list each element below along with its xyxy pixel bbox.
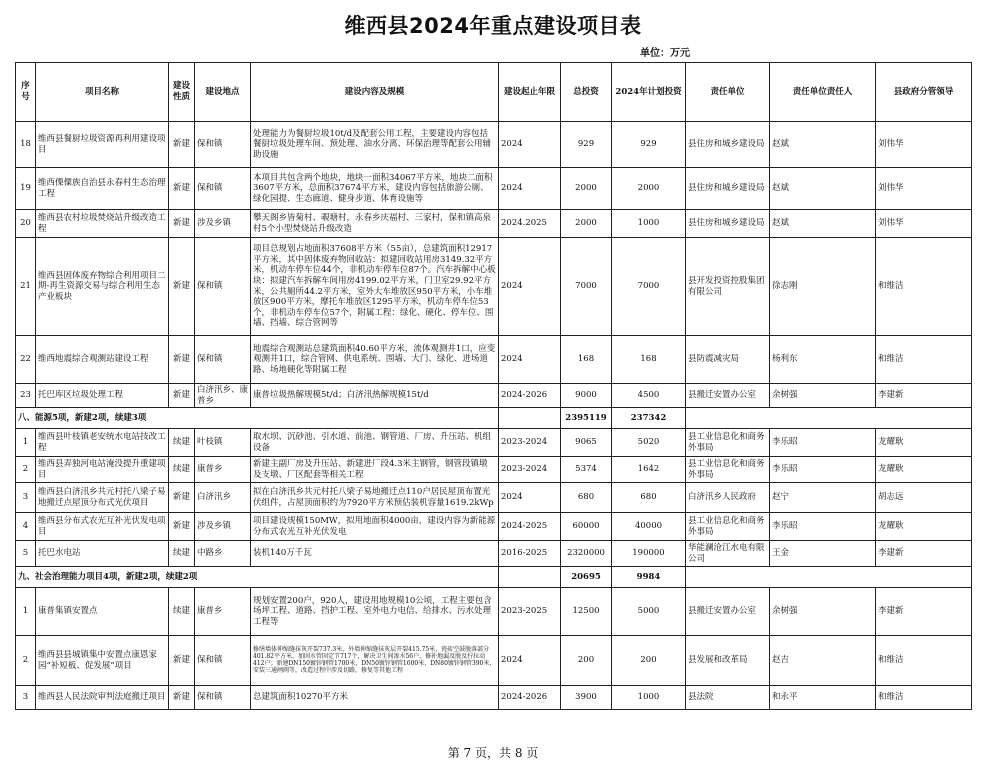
cell-place: 保和镇 (195, 336, 251, 384)
header-cell: 县政府分管领导 (876, 63, 972, 122)
cell-nature: 新建 (169, 636, 195, 686)
cell-leader: 龙耀耿 (876, 513, 972, 541)
cell-total: 5374 (561, 457, 612, 483)
cell-content: 总建筑面积10270平方米 (251, 686, 499, 710)
cell-no: 18 (16, 122, 36, 168)
cell-place: 康普乡 (195, 588, 251, 636)
cell-plan: 5000 (612, 588, 686, 636)
header-cell: 序号 (16, 63, 36, 122)
cell-no: 2 (16, 457, 36, 483)
cell-place: 保和镇 (195, 636, 251, 686)
cell-nature: 新建 (169, 210, 195, 238)
cell-years: 2024-2026 (499, 384, 561, 408)
cell-place: 白济汛乡 (195, 483, 251, 513)
cell-content: 本项目共包含两个地块，地块一面积34067平方米，地块二面积3607平方米，总面积37674平方米，建设内容包括旅游公厕、绿化园提、生态廊道、健身步道、体育设施等 (251, 168, 499, 210)
cell-place: 保和镇 (195, 238, 251, 336)
cell-years: 2024.2025 (499, 210, 561, 238)
cell-plan: 4500 (612, 384, 686, 408)
cell-unit: 县防震减灾局 (686, 336, 770, 384)
cell-nature: 新建 (169, 336, 195, 384)
cell-person: 赵斌 (770, 210, 876, 238)
cell-nature: 新建 (169, 168, 195, 210)
cell-no: 3 (16, 483, 36, 513)
cell-years: 2016-2025 (499, 541, 561, 567)
table-row (16, 210, 972, 238)
section-plan: 9984 (612, 567, 686, 588)
table-row (16, 513, 972, 541)
cell-leader: 刘伟华 (876, 210, 972, 238)
table-body (16, 122, 972, 710)
cell-total: 7000 (561, 238, 612, 336)
table-row (16, 483, 972, 513)
cell-person: 余树强 (770, 384, 876, 408)
cell-person: 赵吉 (770, 636, 876, 686)
cell-unit: 县法院 (686, 686, 770, 710)
cell-nature: 新建 (169, 513, 195, 541)
cell-unit: 县发展和改革局 (686, 636, 770, 686)
cell-unit: 县搬迁安置办公室 (686, 588, 770, 636)
cell-years: 2024 (499, 636, 561, 686)
cell-no: 19 (16, 168, 36, 210)
cell-no: 20 (16, 210, 36, 238)
cell-plan: 5020 (612, 429, 686, 457)
cell-years: 2024 (499, 122, 561, 168)
table-row (16, 588, 972, 636)
section-plan: 237342 (612, 408, 686, 429)
cell-nature: 续建 (169, 457, 195, 483)
section-blank (686, 567, 972, 588)
section-total: 20695 (561, 567, 612, 588)
header-cell: 建设内容及规模 (251, 63, 499, 122)
cell-total: 2000 (561, 210, 612, 238)
table-row (16, 336, 972, 384)
cell-unit: 白济汛乡人民政府 (686, 483, 770, 513)
table-row (16, 541, 972, 567)
header-cell: 建设性质 (169, 63, 195, 122)
cell-person: 赵斌 (770, 168, 876, 210)
project-table (15, 62, 972, 710)
cell-total: 200 (561, 636, 612, 686)
cell-years: 2024 (499, 483, 561, 513)
cell-place: 保和镇 (195, 168, 251, 210)
header-cell: 总投资 (561, 63, 612, 122)
cell-no: 21 (16, 238, 36, 336)
cell-no: 3 (16, 686, 36, 710)
table-row (16, 122, 972, 168)
cell-leader: 和维洁 (876, 686, 972, 710)
section-total: 2395119 (561, 408, 612, 429)
cell-leader: 龙耀耿 (876, 429, 972, 457)
cell-unit: 县工业信息化和商务外事局 (686, 513, 770, 541)
cell-person: 杨利东 (770, 336, 876, 384)
cell-place: 白济汛乡、康普乡 (195, 384, 251, 408)
cell-unit: 县工业信息化和商务外事局 (686, 457, 770, 483)
cell-plan: 680 (612, 483, 686, 513)
cell-no: 4 (16, 513, 36, 541)
cell-years: 2024 (499, 168, 561, 210)
cell-place: 叶枝镇 (195, 429, 251, 457)
cell-plan: 2000 (612, 168, 686, 210)
cell-content: 装机140万千瓦 (251, 541, 499, 567)
table-header-row (16, 63, 972, 122)
cell-name: 维西地震综合观测站建设工程 (36, 336, 169, 384)
cell-nature: 新建 (169, 238, 195, 336)
cell-leader: 李建新 (876, 384, 972, 408)
cell-total: 9065 (561, 429, 612, 457)
cell-nature: 新建 (169, 122, 195, 168)
cell-name: 维西县县城镇集中安置点康恩家园“补短板、促发展”项目 (36, 636, 169, 686)
cell-place: 康普乡 (195, 457, 251, 483)
cell-name: 维西县固体废弃物综合利用项目二期-再生资源交易与综合利用生态产业板块 (36, 238, 169, 336)
table-row (16, 238, 972, 336)
section-row (16, 567, 972, 588)
cell-unit: 华能澜沧江水电有限公司 (686, 541, 770, 567)
cell-years: 2023-2024 (499, 429, 561, 457)
cell-nature: 新建 (169, 483, 195, 513)
cell-place: 保和镇 (195, 686, 251, 710)
cell-unit: 县开发投资控股集团有限公司 (686, 238, 770, 336)
header-cell: 2024年计划投资 (612, 63, 686, 122)
cell-plan: 190000 (612, 541, 686, 567)
table-row (16, 636, 972, 686)
page-footer: 第 7 页，共 8 页 (447, 746, 539, 760)
cell-name: 维西县叶枝镇老安统水电站技改工程 (36, 429, 169, 457)
cell-person: 李乐昭 (770, 429, 876, 457)
cell-person: 赵宁 (770, 483, 876, 513)
cell-plan: 1642 (612, 457, 686, 483)
cell-content: 规划安置200户，920人，建设用地规模10公顷，工程主要包含场坪工程、道路、挡护工程、室外电力电信、给排水、污水处理工程等 (251, 588, 499, 636)
cell-years: 2024 (499, 336, 561, 384)
cell-content: 项目总规划占地面积37608平方米（55亩），总建筑面积12917平方米，其中固体废弃物回收站：拟建回收站用房3149.32平方米，机动车停车位44个，非机动车停车位87个。汽车拆解中心板块：拟建汽车拆解车间用房4199.02平方米，门卫室29.92平方米，公共厕所44.2平方米，室外大车堆放区950平方米，小车堆放区900平方米，摩托车堆放区1295平方米，机动车停车位53个，非机动车停车位57个，附属工程：绿化、硬化、停车位、围墙、挡墙、综合管网等 (251, 238, 499, 336)
cell-leader: 和维洁 (876, 336, 972, 384)
header-cell: 责任单位责任人 (770, 63, 876, 122)
cell-plan: 168 (612, 336, 686, 384)
cell-years: 2023-2024 (499, 457, 561, 483)
header-cell: 责任单位 (686, 63, 770, 122)
cell-nature: 续建 (169, 541, 195, 567)
cell-name: 维西县白济汛乡共元村托八梁子易地搬迁点屋顶分布式光伏项目 (36, 483, 169, 513)
cell-place: 涉及乡镇 (195, 210, 251, 238)
section-years (499, 408, 561, 429)
cell-name: 维西县农村垃圾焚烧站升级改造工程 (36, 210, 169, 238)
table-row (16, 686, 972, 710)
cell-name: 维西县分布式农光互补光伏发电项目 (36, 513, 169, 541)
cell-nature: 续建 (169, 588, 195, 636)
cell-name: 托巴库区垃圾处理工程 (36, 384, 169, 408)
cell-person: 徐志刚 (770, 238, 876, 336)
cell-years: 2024-2026 (499, 686, 561, 710)
cell-leader: 和维洁 (876, 238, 972, 336)
cell-content: 新建主副厂房及升压站、新建进厂段4.3米主钢管，钢管段镇墩及支墩、厂区配套等相关工程 (251, 457, 499, 483)
cell-leader: 刘伟华 (876, 168, 972, 210)
cell-total: 9000 (561, 384, 612, 408)
cell-no: 1 (16, 429, 36, 457)
header-cell: 建设地点 (195, 63, 251, 122)
cell-unit: 县住房和城乡建设局 (686, 122, 770, 168)
cell-total: 3900 (561, 686, 612, 710)
cell-no: 23 (16, 384, 36, 408)
section-row (16, 408, 972, 429)
cell-leader: 李建新 (876, 541, 972, 567)
cell-total: 2320000 (561, 541, 612, 567)
section-title: 八、能源5项，新建2项，续建3项 (16, 408, 499, 429)
cell-place: 中路乡 (195, 541, 251, 567)
cell-content: 取水坝、沉砂池、引水道、前池、钢管道、厂房、升压站、机组设备 (251, 429, 499, 457)
cell-person: 李乐昭 (770, 457, 876, 483)
cell-years: 2024 (499, 238, 561, 336)
cell-no: 2 (16, 636, 36, 686)
cell-person: 和永平 (770, 686, 876, 710)
cell-total: 2000 (561, 168, 612, 210)
cell-total: 60000 (561, 513, 612, 541)
section-blank (686, 408, 972, 429)
cell-person: 王金 (770, 541, 876, 567)
table-row (16, 429, 972, 457)
cell-unit: 县住房和城乡建设局 (686, 210, 770, 238)
table-row (16, 168, 972, 210)
cell-total: 680 (561, 483, 612, 513)
cell-no: 5 (16, 541, 36, 567)
cell-content: 修缮墙体伸缩缝抹灰开裂737.3米，外墙伸缩缝抹灰层开裂415.75米，瓷砖空鼓脱落部分401.82平方米，加固水管固定节717个，解决卫生间渗水56户，修补地漏及脱及拧拉动412户；新建DN150镀锌钢管1700米，DN50镀锌钢管1600米，DN80镀锌钢管390米，安装三通闸阀等，改造过程中涉及切路，修复等其他工程 (251, 636, 499, 686)
cell-plan: 1000 (612, 210, 686, 238)
cell-content: 地震综合观测站总建筑面积40.60平方米，流体观测井1口，应变观测井1口，综合管网、供电系统、围墙、大门、绿化、进场道路、场地硬化等附属工程 (251, 336, 499, 384)
table-row (16, 384, 972, 408)
cell-name: 康普集镇安置点 (36, 588, 169, 636)
cell-total: 929 (561, 122, 612, 168)
header-cell: 建设起止年限 (499, 63, 561, 122)
section-title: 九、社会治理能力项目4项，新建2项，续建2项 (16, 567, 499, 588)
cell-nature: 新建 (169, 384, 195, 408)
cell-name: 托巴水电站 (36, 541, 169, 567)
cell-years: 2023-2025 (499, 588, 561, 636)
cell-person: 余树强 (770, 588, 876, 636)
cell-unit: 县住房和城乡建设局 (686, 168, 770, 210)
cell-plan: 1000 (612, 686, 686, 710)
page-title: 维西县2024年重点建设项目表 (344, 14, 642, 38)
cell-content: 康普垃圾热解规模5t/d；白济汛热解规模15t/d (251, 384, 499, 408)
cell-plan: 200 (612, 636, 686, 686)
section-years (499, 567, 561, 588)
cell-content: 攀天阁乡皆菊村、覗塘村，永春乡庆福村、三家村，保和镇高泉村5个小型焚烧站升级改造 (251, 210, 499, 238)
cell-plan: 40000 (612, 513, 686, 541)
cell-no: 1 (16, 588, 36, 636)
table-row (16, 457, 972, 483)
cell-leader: 李建新 (876, 588, 972, 636)
cell-nature: 新建 (169, 686, 195, 710)
cell-nature: 续建 (169, 429, 195, 457)
cell-total: 12500 (561, 588, 612, 636)
header-cell: 项目名称 (36, 63, 169, 122)
cell-plan: 929 (612, 122, 686, 168)
cell-leader: 刘伟华 (876, 122, 972, 168)
cell-total: 168 (561, 336, 612, 384)
cell-name: 维西县人民法院审判法庭搬迁项目 (36, 686, 169, 710)
cell-plan: 7000 (612, 238, 686, 336)
cell-content: 处理能力为餐厨垃圾10t/d及配套公用工程，主要建设内容包括餐厨垃圾处理车间、预处理、油水分离、环保治理等配套公用辅助设施 (251, 122, 499, 168)
cell-name: 维西县弄独河电站淹没提升重建项目 (36, 457, 169, 483)
cell-name: 维西傈僳族自治县永春村生态治理工程 (36, 168, 169, 210)
cell-place: 涉及乡镇 (195, 513, 251, 541)
cell-leader: 和维洁 (876, 636, 972, 686)
cell-no: 22 (16, 336, 36, 384)
cell-place: 保和镇 (195, 122, 251, 168)
cell-content: 项目建设规模150MW，拟用地面积4000亩，建设内容为新能源分布式农光互补光伏发电 (251, 513, 499, 541)
cell-content: 拟在白济汛乡共元村托八梁子易地搬迁点110户居民屋顶布置光伏组件，占屋顶面积约为7920平方米预估装机容量1619.2kWp (251, 483, 499, 513)
cell-leader: 龙耀耿 (876, 457, 972, 483)
cell-unit: 县搬迁安置办公室 (686, 384, 770, 408)
cell-person: 赵斌 (770, 122, 876, 168)
unit-label: 单位：万元 (640, 48, 690, 59)
cell-person: 李乐昭 (770, 513, 876, 541)
cell-name: 维西县餐厨垃圾资源再利用建设项目 (36, 122, 169, 168)
cell-unit: 县工业信息化和商务外事局 (686, 429, 770, 457)
cell-years: 2024-2025 (499, 513, 561, 541)
cell-leader: 胡志远 (876, 483, 972, 513)
